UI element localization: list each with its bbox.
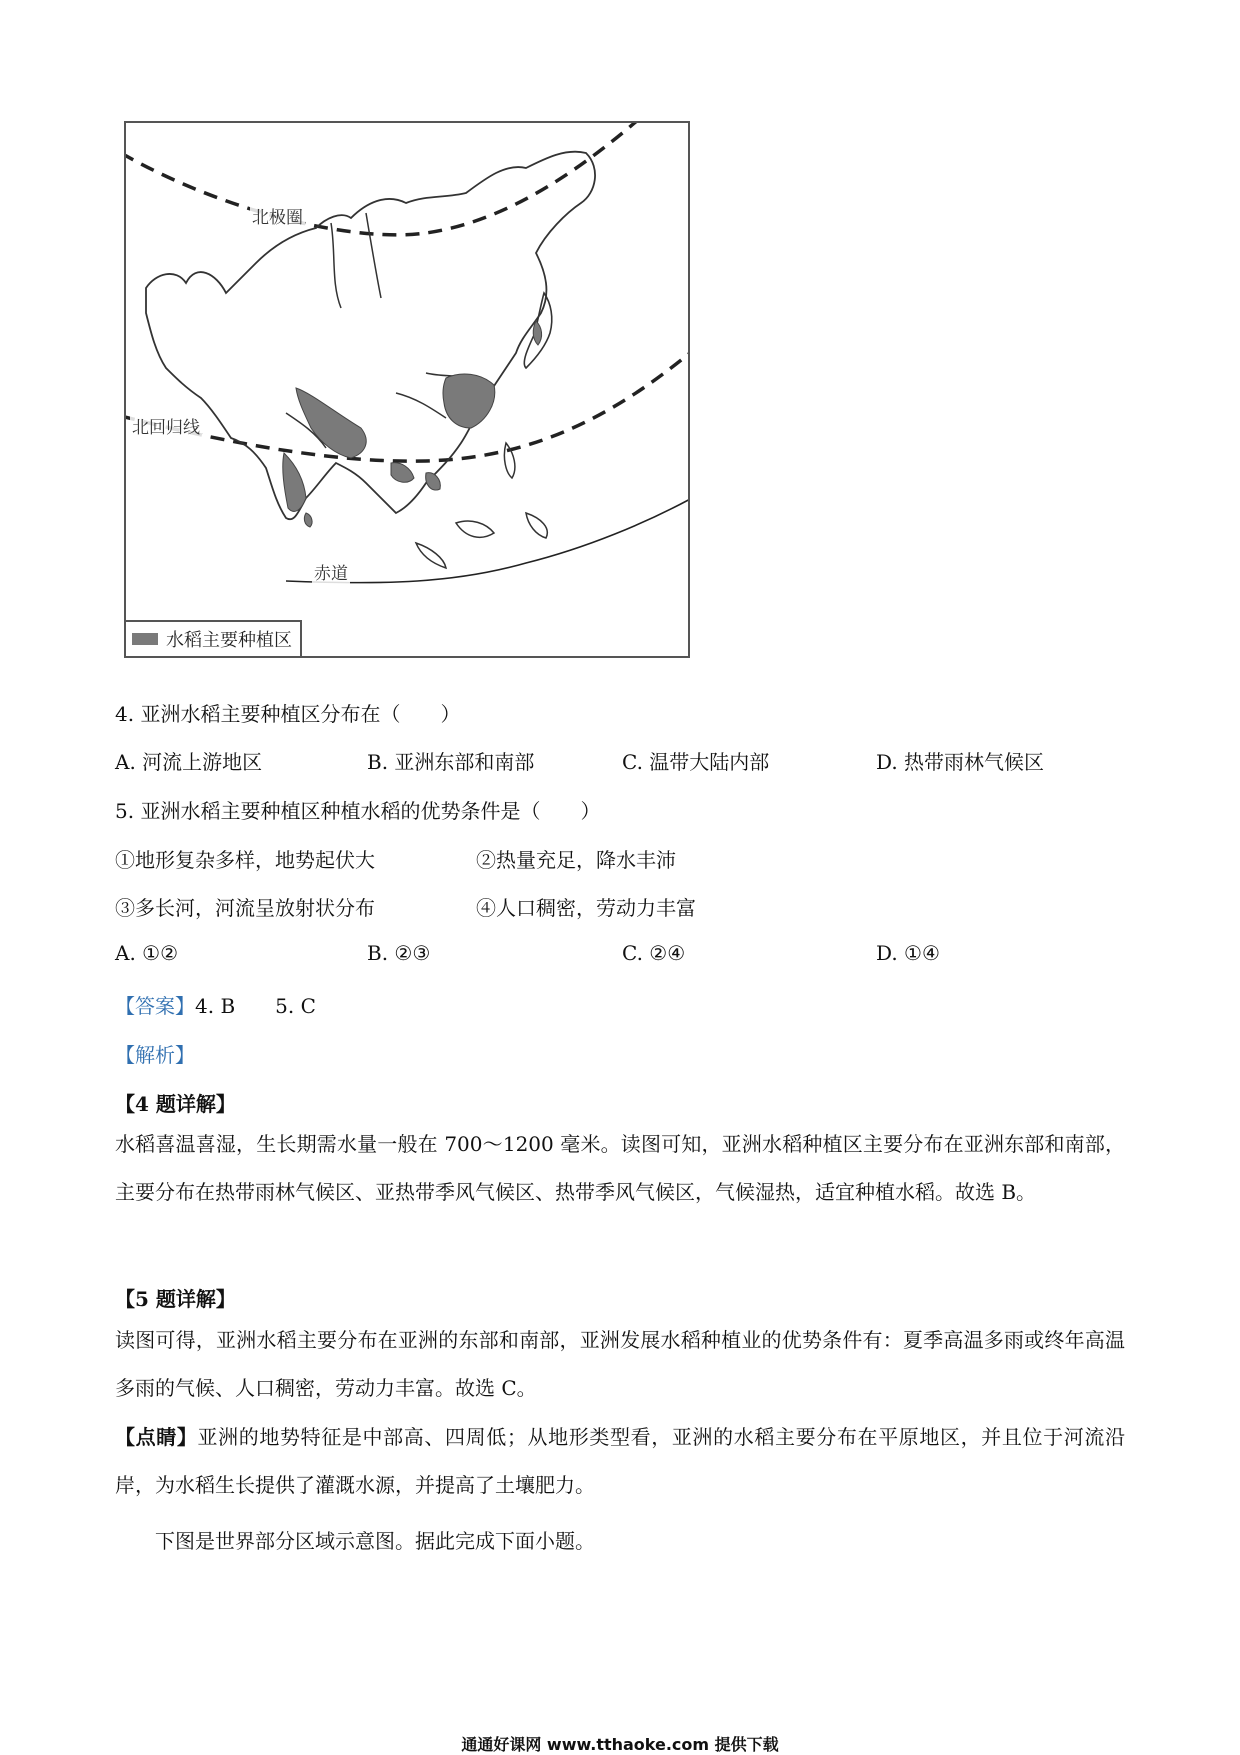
tip-tag: 【点睛】 <box>115 1425 198 1449</box>
answer-line <box>115 990 316 1019</box>
rice-growing-areas <box>283 321 542 527</box>
q5-condition-4: ④人口稠密，劳动力丰富 <box>476 896 696 920</box>
q4-option-a: A. 河流上游地区 <box>115 750 263 774</box>
q5-option-a: A. ①② <box>115 941 179 965</box>
page-footer: 通通好课网 www.tthaoke.com 提供下载 <box>461 1735 779 1754</box>
q5-condition-2: ②热量充足，降水丰沛 <box>476 848 676 872</box>
arctic-circle-line <box>126 123 646 235</box>
rice-area-swatch <box>132 633 158 645</box>
map-legend <box>126 620 302 656</box>
q5-option-d: D. ①④ <box>876 941 940 965</box>
answer-text: 4. B 5. C <box>195 994 316 1018</box>
legend-label: 水稻主要种植区 <box>166 630 292 651</box>
detail4-text: 水稻喜温喜湿，生长期需水量一般在 700～1200 毫米。读图可知，亚洲水稻种植区主要分布在亚洲东部和南部，主要分布在热带雨林气候区、亚热带季风气候区、热带季风气候区，气候湿热，适宜种植水稻。故选 B。 <box>115 1132 1125 1204</box>
arctic-circle-label: 北极圈 <box>250 203 305 228</box>
asia-outline-drawing <box>126 123 690 658</box>
detail5-title: 【5 题详解】 <box>115 1287 236 1311</box>
detail5-text: 读图可得，亚洲水稻主要分布在亚洲的东部和南部，亚洲发展水稻种植业的优势条件有：夏季高温多雨或终年高温多雨的气候、人口稠密，劳动力丰富。故选 C。 <box>115 1328 1125 1400</box>
q4-stem: 4. 亚洲水稻主要种植区分布在（ ） <box>115 702 461 726</box>
q4-option-c: C. 温带大陆内部 <box>622 750 770 774</box>
southeast-islands <box>416 443 547 568</box>
equator-label: 赤道 <box>312 559 350 584</box>
asia-coastline <box>146 152 595 520</box>
q5-condition-1: ①地形复杂多样，地势起伏大 <box>115 848 375 872</box>
q4-option-d: D. 热带雨林气候区 <box>876 750 1045 774</box>
tropic-of-cancer-line <box>126 348 690 461</box>
detail4-title: 【4 题详解】 <box>115 1092 236 1116</box>
analysis-tag: 【解析】 <box>115 1043 195 1067</box>
next-section-intro: 下图是世界部分区域示意图。据此完成下面小题。 <box>155 1529 595 1553</box>
tropic-of-cancer-label: 北回归线 <box>130 413 202 438</box>
q5-option-c: C. ②④ <box>622 941 686 965</box>
tip-paragraph <box>115 1413 1125 1509</box>
tip-text: 亚洲的地势特征是中部高、四周低；从地形类型看，亚洲的水稻主要分布在平原地区，并且位于河流沿岸，为水稻生长提供了灌溉水源，并提高了土壤肥力。 <box>115 1425 1125 1497</box>
q5-option-b: B. ②③ <box>367 941 431 965</box>
q5-condition-3: ③多长河，河流呈放射状分布 <box>115 896 375 920</box>
asia-rice-map <box>124 121 690 658</box>
q5-stem: 5. 亚洲水稻主要种植区种植水稻的优势条件是（ ） <box>115 799 601 823</box>
q4-option-b: B. 亚洲东部和南部 <box>367 750 535 774</box>
answer-tag: 【答案】 <box>115 994 195 1018</box>
